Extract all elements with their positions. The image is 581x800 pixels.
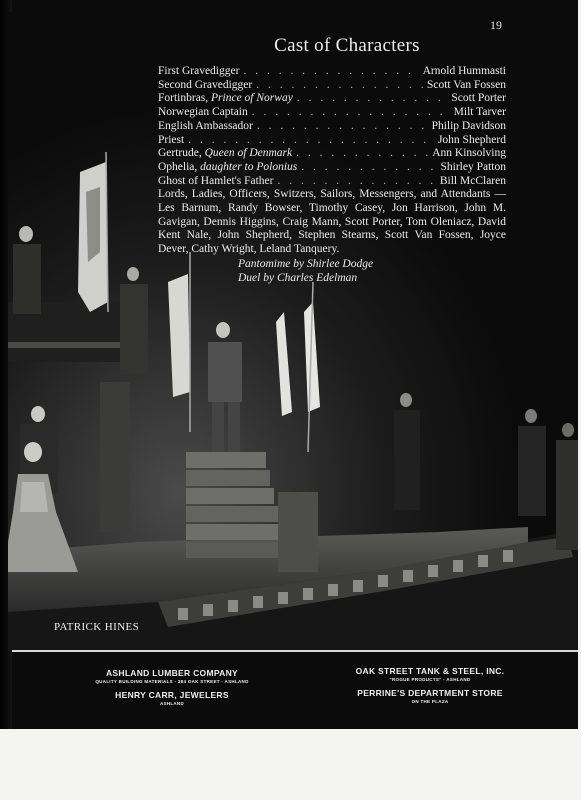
sponsor-ads: [12, 652, 578, 729]
leader-dots: [297, 92, 448, 106]
cast-row: [158, 79, 506, 93]
leader-dots: [252, 106, 450, 120]
page-number: 19: [490, 18, 502, 32]
ad-line: "ROGUE PRODUCTS" - ASHLAND: [389, 677, 471, 682]
actor-name: Scott Porter: [451, 92, 506, 105]
photo-caption: PATRICK HINES: [54, 621, 140, 633]
actor-name: Milt Tarver: [453, 106, 506, 119]
role-name: Norwegian Captain: [158, 106, 248, 119]
cast-list: [158, 35, 506, 285]
ad-name: OAK STREET TANK & STEEL, INC.: [355, 666, 505, 676]
ad-name: ASHLAND LUMBER COMPANY: [105, 668, 239, 678]
ad-line: ON THE PLAZA: [411, 699, 449, 704]
actor-name: Scott Van Fossen: [426, 78, 506, 91]
role-name: Ghost of Hamlet's Father: [158, 174, 274, 187]
role-name: Priest: [158, 133, 185, 146]
ad-oak-street-tank: [330, 666, 530, 682]
cast-row: [158, 161, 506, 175]
leader-dots: [301, 161, 436, 175]
ad-ashland-lumber: [72, 668, 272, 684]
leader-dots: [296, 147, 428, 161]
actor-name: Arnold Hummasti: [422, 65, 506, 77]
ad-name: PERRINE'S DEPARTMENT STORE: [357, 688, 503, 698]
cast-row: [158, 134, 506, 148]
credits: [158, 258, 506, 285]
ad-name: HENRY CARR, JEWELERS: [115, 690, 229, 700]
role-name: Gertrude, Queen of Denmark: [158, 147, 293, 160]
leader-dots: [243, 65, 418, 79]
leader-dots: [257, 120, 428, 134]
actor-name: Bill McClaren: [439, 174, 506, 187]
cast-row: [158, 120, 506, 134]
actor-name: Philip Davidson: [431, 119, 506, 132]
ad-perrines: [330, 688, 530, 704]
leader-dots: [188, 134, 434, 148]
leader-dots: [256, 79, 423, 93]
cast-title: Cast of Characters: [274, 35, 420, 56]
role-name: English Ambassador: [158, 119, 253, 132]
cast-row: [158, 175, 506, 189]
actor-name: Shirley Patton: [440, 160, 506, 173]
ensemble-label: Lords, Ladies, Officers, Switzers, Sailors, Messengers, and Attendants: [158, 188, 491, 201]
role-name: Ophelia, daughter to Polonius: [158, 160, 298, 173]
actor-name: John Shepherd: [437, 133, 506, 146]
cast-row: [158, 92, 506, 106]
duel-credit: Duel by Charles Edelman: [238, 271, 358, 284]
role-name: First Gravedigger: [158, 65, 240, 77]
role-name: Second Gravedigger: [158, 78, 253, 91]
ensemble-list: Lords, Ladies, Officers, Switzers, Sailors, Messengers, and Attendants — Les Barnum, Randy Bowser, Timothy Casey, Jon Harrison, John M. Gavigan, Dennis Higgins, Craig Mann, Scott Porter, Tom Oleniacz, David Kent Nale, John Shepherd, Stephen Stearns, Scott Van Fossen, Joyce Dever, Cathy Wright, Leland Tanquery.: [158, 188, 507, 256]
leader-dots: [277, 175, 435, 189]
cast-row: [158, 147, 506, 161]
actor-name: Ann Kinsolving: [432, 147, 506, 160]
ad-henry-carr: [72, 690, 272, 706]
cast-row: [158, 106, 506, 120]
cast-row: [158, 65, 506, 79]
ensemble-names: Les Barnum, Randy Bowser, Timothy Casey, Jon Harrison, John M. Gavigan, Dennis Higgins, Craig Mann, Scott Porter, Tom Oleniacz, David Kent Nale, John Shepherd, Stephen Stearns, Scott Van Fossen, Joyce Dever, Cathy Wright, Leland Tanquery.: [158, 202, 506, 256]
pantomime-credit: Pantomime by Shirlee Dodge: [238, 257, 374, 270]
role-name: Fortinbras, Prince of Norway: [158, 92, 293, 105]
ad-line: QUALITY BUILDING MATERIALS - 384 OAK STREET - ASHLAND: [95, 679, 249, 684]
ad-line: ASHLAND: [159, 701, 185, 706]
